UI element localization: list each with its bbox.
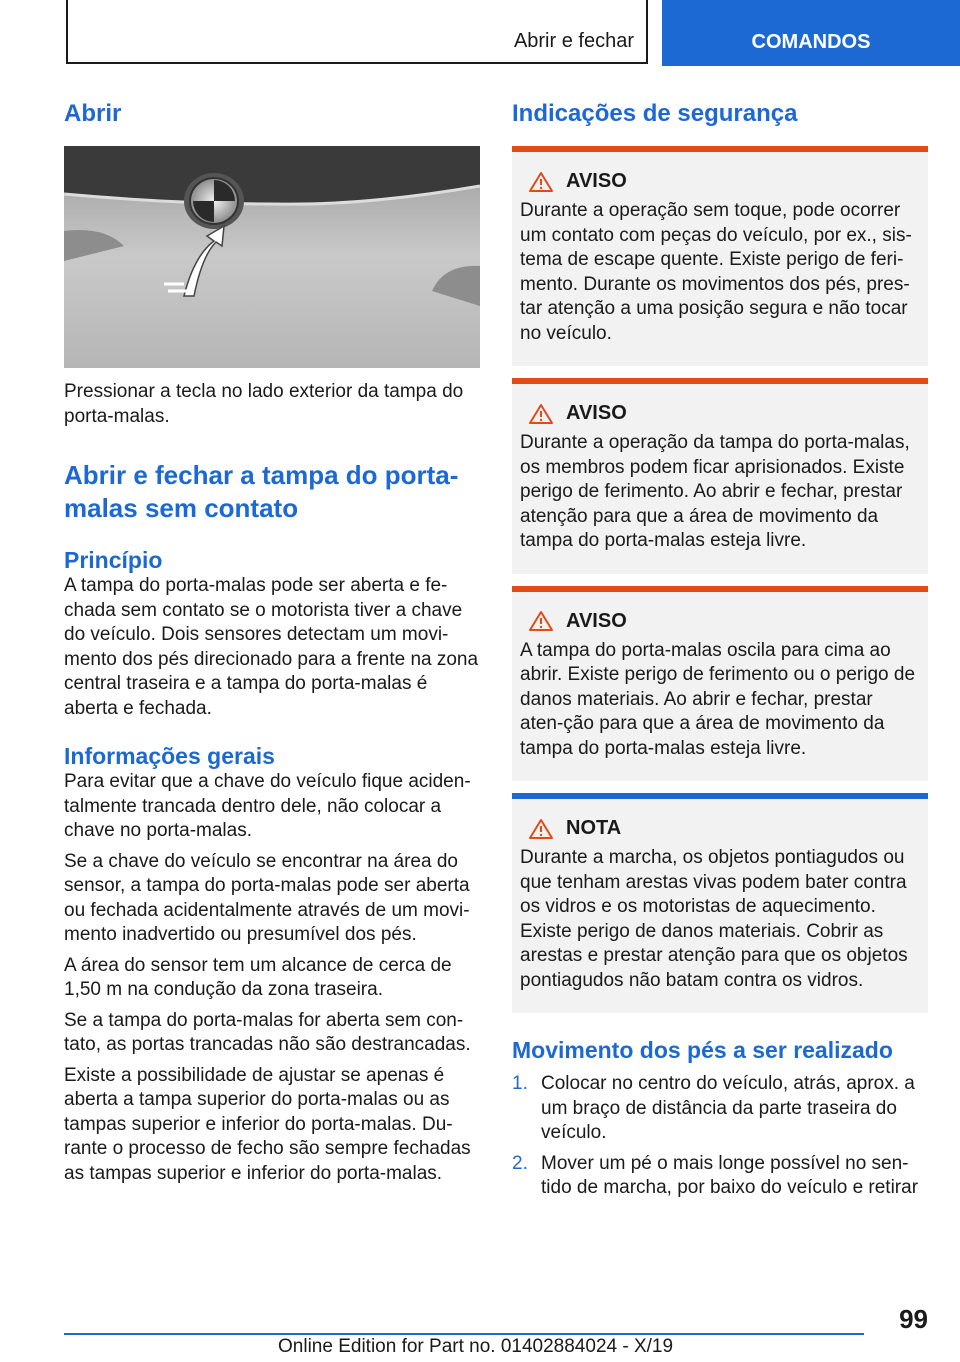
step-number: 2. bbox=[512, 1152, 528, 1174]
left-column bbox=[64, 100, 480, 1186]
list-item bbox=[512, 1072, 928, 1146]
general-paragraph: Para evitar que a chave do veículo fique aciden-talmente trancada dentro dele, não colocar a chave no porta-malas. bbox=[64, 771, 471, 841]
general-paragraph: Existe a possibilidade de ajustar se apenas é aberta a tampa superior do porta-malas ou as tampas superior e inferior do porta-malas. Du-rante o processo de fecho são sempre fechadas as tampas superior e inferior do porta-malas. bbox=[64, 1064, 471, 1184]
warning-label: AVISO bbox=[566, 609, 627, 632]
warning-box bbox=[512, 586, 928, 782]
warning-label: AVISO bbox=[566, 170, 627, 192]
footer-divider bbox=[64, 1333, 864, 1335]
warning-triangle-icon bbox=[528, 818, 554, 840]
warning-box bbox=[512, 378, 928, 574]
heading-safety: Indicações de segurança bbox=[512, 100, 798, 127]
steps-list bbox=[512, 1072, 928, 1201]
warning-triangle-icon bbox=[528, 171, 554, 193]
section-label: COMANDOS bbox=[751, 31, 871, 53]
step-text: Mover um pé o mais longe possível no sen-tido de marcha, por baixo do veículo e retirar bbox=[541, 1152, 919, 1198]
section-tab bbox=[662, 0, 960, 66]
general-paragraph: Se a tampa do porta-malas for aberta sem con-tato, as portas trancadas não são destrancadas. bbox=[64, 1009, 471, 1055]
warning-text: Durante a operação sem toque, pode ocorrer um contato com peças do veículo, por ex., sis-tema de escape quente. Existe perigo de feri-mento. Durante os movimentos dos pés, pres-tar atenção a uma posição segura e não tocar no veículo. bbox=[520, 200, 912, 344]
footer-edition: Online Edition for Part no. 01402884024 - X/19 bbox=[278, 1336, 674, 1357]
page-number: 99 bbox=[899, 1304, 928, 1334]
trunk-button-illustration bbox=[64, 146, 480, 368]
heading-contactless: Abrir e fechar a tampa do porta-malas sem contato bbox=[64, 460, 459, 523]
warning-label: AVISO bbox=[566, 402, 627, 424]
warning-triangle-icon bbox=[528, 610, 554, 632]
right-column bbox=[512, 100, 928, 1207]
note-label: NOTA bbox=[566, 817, 622, 839]
header-title-box bbox=[66, 0, 648, 64]
step-text: Colocar no centro do veículo, atrás, aprox. a um braço de distância da parte traseira do veículo. bbox=[541, 1073, 915, 1143]
image-caption: Pressionar a tecla no lado exterior da tampa do porta-malas. bbox=[64, 381, 464, 427]
heading-principle: Princípio bbox=[64, 547, 163, 573]
warning-text: Durante a operação da tampa do porta-malas, os membros podem ficar aprisionados. Existe perigo de ferimento. Ao abrir e fechar, prestar atenção para que a área de movimento da tampa do porta-malas esteja livre. bbox=[520, 432, 910, 551]
note-text: Durante a marcha, os objetos pontiagudos ou que tenham arestas vivas podem bater contra os vidros e os motoristas de aquecimento. Existe perigo de danos materiais. Cobrir as arestas e prestar atenção para que os objetos pontiagudos não batam contra os vidros. bbox=[520, 847, 908, 991]
list-item bbox=[512, 1152, 928, 1201]
step-number: 1. bbox=[512, 1073, 528, 1094]
heading-open: Abrir bbox=[64, 100, 122, 127]
general-paragraph: A área do sensor tem um alcance de cerca de 1,50 m na condução da zona traseira. bbox=[64, 954, 452, 1000]
principle-text: A tampa do porta-malas pode ser aberta e fe-chada sem contato se o motorista tiver a chave do veículo. Dois sensores detectam um movi-mento dos pés direcionado para a frente na zona central traseira e a tampa do porta-malas é aberta e fechada. bbox=[64, 575, 479, 719]
heading-movement: Movimento dos pés a ser realizado bbox=[512, 1037, 893, 1063]
warning-triangle-icon bbox=[528, 403, 554, 425]
header-title: Abrir e fechar bbox=[513, 30, 634, 52]
heading-general-info: Informações gerais bbox=[64, 743, 275, 769]
warning-text: A tampa do porta-malas oscila para cima ao abrir. Existe perigo de ferimento ou o perigo de danos materiais. Ao abrir e fechar, prestar aten-ção para que a área de movimento da tampa do porta-malas esteja livre. bbox=[520, 639, 916, 759]
warning-box bbox=[512, 146, 928, 366]
note-box bbox=[512, 793, 928, 1013]
general-paragraph: Se a chave do veículo se encontrar na área do sensor, a tampa do porta-malas pode ser aberta ou fechada acidentalmente através de um movi-mento inadvertido ou presumível dos pés. bbox=[64, 850, 470, 945]
